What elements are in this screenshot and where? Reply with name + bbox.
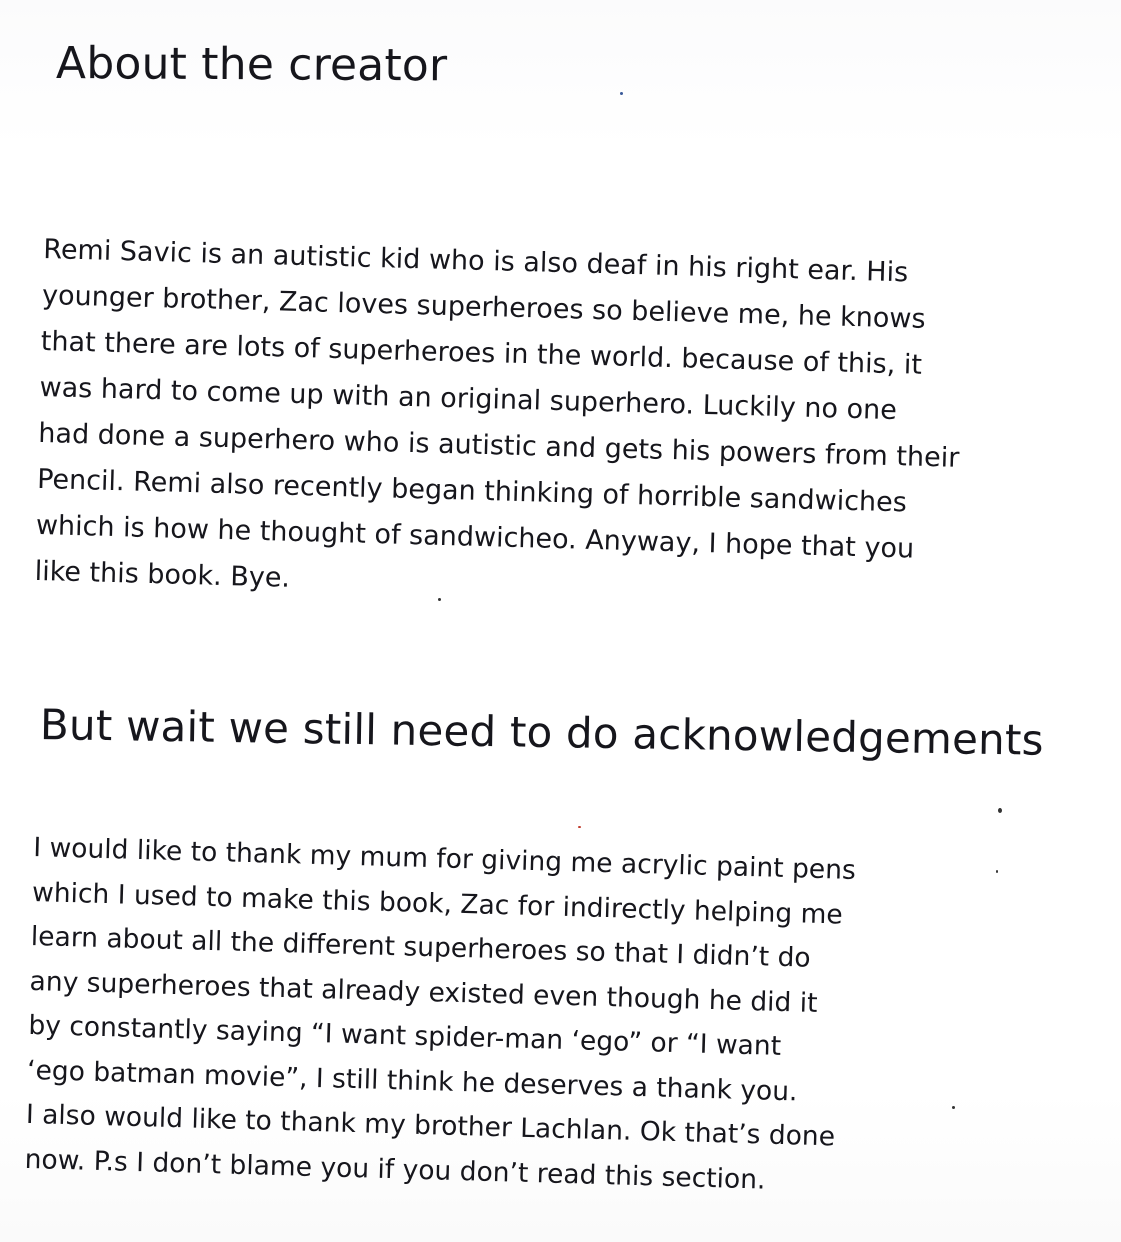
acknowledgements-line: I would like to thank my mum for giving me acrylic paint pens [32, 831, 857, 886]
about-paragraph [34, 227, 965, 620]
ink-speck [952, 1106, 955, 1109]
about-line: Remi Savic is an autistic kid who is also deaf in his right ear. His [42, 233, 909, 289]
about-line: was hard to come up with an original superhero. Luckily no one [39, 371, 898, 427]
about-line: like this book. Bye. [34, 555, 291, 594]
acknowledgements-line: now. P.s I don’t blame you if you don’t read this section. [24, 1143, 766, 1196]
about-line: that there are lots of superheroes in the world. because of this, it [40, 325, 923, 381]
acknowledgements-line: by constantly saying “I want spider-man ‘ego” or “I want [27, 1009, 782, 1062]
ink-speck [578, 826, 581, 828]
ink-speck [438, 598, 441, 601]
acknowledgements-line: I also would like to thank my brother Lachlan. Ok that’s done [25, 1098, 836, 1153]
about-heading: About the creator [55, 38, 448, 92]
about-line: younger brother, Zac loves superheroes so believe me, he knows [41, 279, 926, 335]
ink-speck [998, 808, 1002, 813]
about-line: Pencil. Remi also recently began thinking of horrible sandwiches [36, 463, 908, 519]
acknowledgements-line: ‘ego batman movie”, I still think he deserves a thank you. [26, 1054, 798, 1107]
acknowledgements-paragraph [24, 826, 856, 1205]
acknowledgements-line: any superheroes that already existed even though he did it [29, 965, 818, 1019]
acknowledgements-line: which I used to make this book, Zac for indirectly helping me [31, 876, 844, 931]
acknowledgements-heading: But wait we still need to do acknowledgements [39, 700, 1045, 765]
ink-speck [996, 870, 998, 873]
acknowledgements-line: learn about all the different superheroes so that I didn’t do [30, 920, 812, 974]
about-line: which is how he thought of sandwicheo. Anyway, I hope that you [35, 509, 915, 565]
about-line: had done a superhero who is autistic and gets his powers from their [37, 417, 960, 474]
ink-speck [620, 92, 623, 95]
